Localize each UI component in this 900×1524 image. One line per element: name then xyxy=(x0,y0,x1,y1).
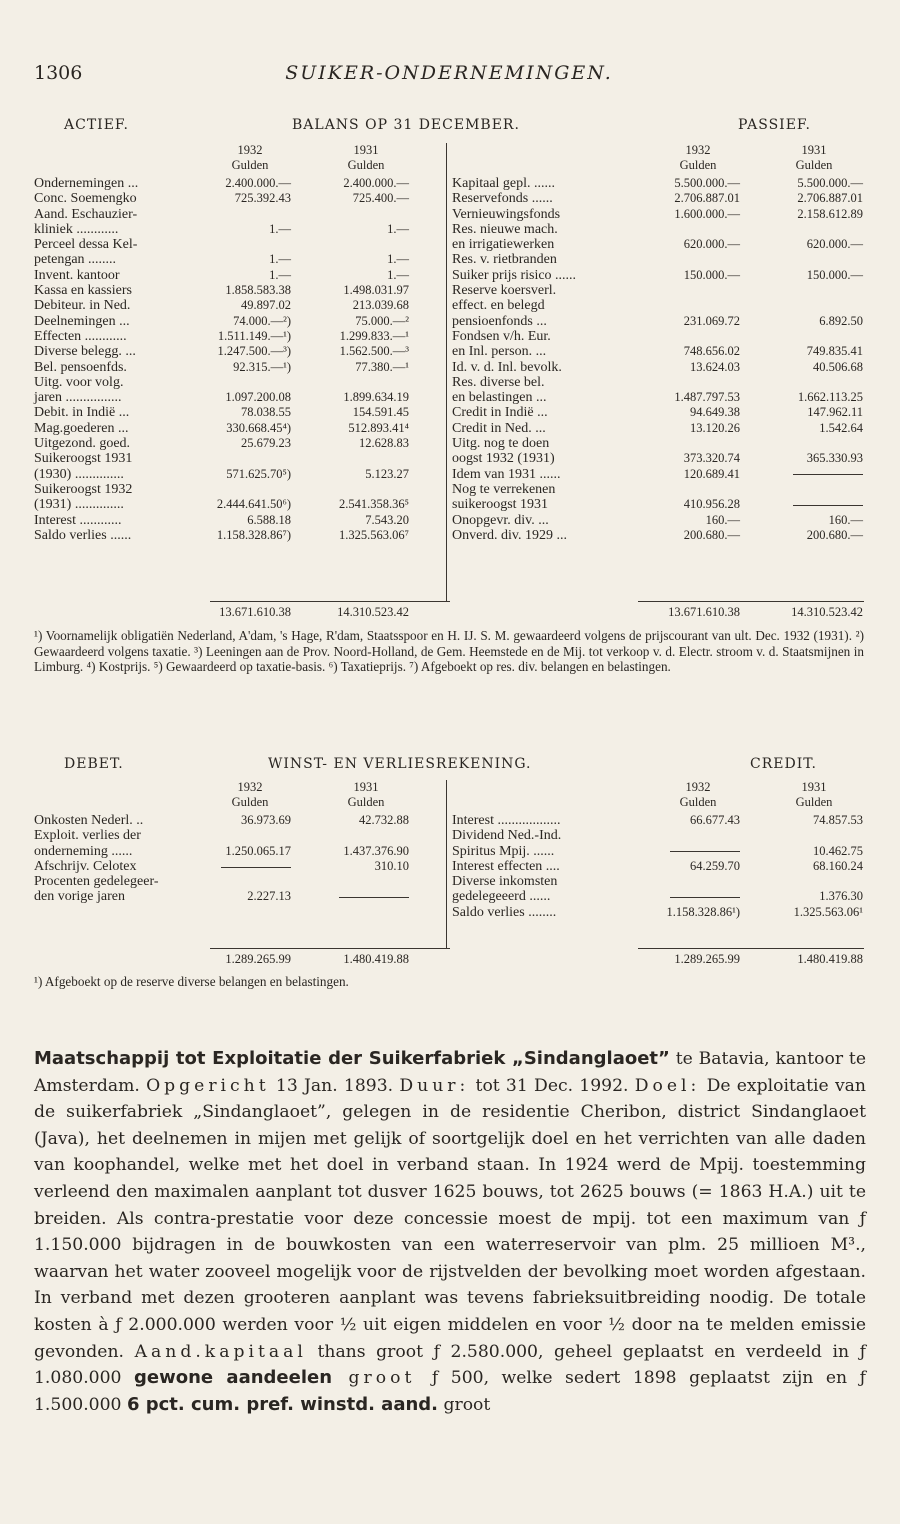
balance-title: BALANS OP 31 DECEMBER. xyxy=(292,117,520,133)
doel-value: De exploitatie van de suikerfabriek „Sindanglaoet”, gelegen in de residentie Cheribon, district Sindanglaoet (Java), het deelnemen in mijen met gelijk of soortgelijk doel en het verrichten van alle daden van koophandel, welke met het doel in verband staan. In 1924 werd de Mpij. toestemming verleend den maximalen aanplant tot dusver 1625 bouws, tot 2625 bouws (= 1863 H.A.) uit te breiden. Als contra-prestatie voor deze concessie moest de mpij. tot een maximum van ƒ 1.150.000 bijdragen in de bouwkosten van een waterreservoir van plm. 25 millioen M³., waarvan het water zooveel mogelijk voor de rijstvelden der bevolking moet worden afgestaan. In verband met dezen grooteren aanplant was tevens fabrieksuitbreiding noodig. De totale kosten à ƒ 2.000.000 werden voor ½ uit eigen middelen en voor ½ door na te melden emissie gevonden. xyxy=(34,1075,866,1362)
balance-unit: Gulden xyxy=(795,158,833,172)
credit-1932-values xyxy=(634,813,740,920)
credit-total-1931: 1.480.419.88 xyxy=(797,952,863,966)
opgericht-label: Opgericht xyxy=(146,1075,270,1096)
table-cell xyxy=(299,874,409,889)
table-cell: 2.706.887.01 xyxy=(797,191,863,206)
passief-1932-values xyxy=(634,176,740,543)
table-cell: 6.892.50 xyxy=(819,313,863,328)
balance-table xyxy=(34,143,864,623)
table-cell: 2.400.000.— xyxy=(225,176,291,190)
table-cell: 40.506.68 xyxy=(813,359,863,374)
dash-rule xyxy=(793,505,863,506)
table-cell: 1.600.000.— xyxy=(674,206,740,221)
table-cell: 92.315.—¹) xyxy=(233,359,291,374)
table-cell: 7.543.20 xyxy=(365,512,409,527)
table-cell xyxy=(184,874,291,889)
table-cell: 1.097.200.08 xyxy=(225,390,291,405)
balance-unit: Gulden xyxy=(231,158,269,172)
table-cell: Exploit. verlies der xyxy=(34,828,141,844)
table-cell: 1.— xyxy=(387,252,409,267)
balance-heading xyxy=(34,117,864,139)
debet-labels xyxy=(34,813,209,905)
table-cell: 68.160.24 xyxy=(813,858,863,873)
table-cell: 25.679.23 xyxy=(241,436,291,451)
pl-year-b-left: 1931 xyxy=(353,780,379,794)
table-cell: 2.400.000.— xyxy=(343,176,409,190)
table-cell: Kapitaal gepl. ...... xyxy=(452,176,556,191)
table-cell: 749.835.41 xyxy=(806,344,863,359)
pl-title: WINST- EN VERLIESREKENING. xyxy=(268,756,532,772)
table-cell: Nog te verrekenen xyxy=(452,481,556,497)
table-cell: 160.— xyxy=(828,512,863,527)
table-cell: 1.437.376.90 xyxy=(343,843,409,858)
table-cell: Conc. Soemengko xyxy=(34,191,137,207)
table-cell: 1.376.30 xyxy=(819,889,863,904)
table-cell xyxy=(299,451,409,466)
passief-total-1931: 14.310.523.42 xyxy=(791,605,863,619)
table-cell: Mag.goederen ... xyxy=(34,420,129,436)
pl-total-rule-left xyxy=(210,948,450,949)
table-cell: Credit in Ned. ... xyxy=(452,420,546,436)
actief-1931-values xyxy=(299,176,409,543)
dash-rule xyxy=(221,867,291,868)
table-cell: 2.706.887.01 xyxy=(674,191,740,206)
end-text: groot xyxy=(438,1394,491,1415)
table-cell xyxy=(299,889,409,904)
table-cell: Debiteur. in Ned. xyxy=(34,298,131,314)
table-cell: 1.299.833.—¹ xyxy=(339,328,409,343)
table-cell: 1.542.64 xyxy=(819,420,863,435)
table-cell: Aand. Eschauzier- xyxy=(34,206,138,222)
table-cell: en Inl. person. ... xyxy=(452,344,547,360)
table-cell: 1.— xyxy=(387,221,409,236)
table-cell: 1.511.149.—¹) xyxy=(217,328,291,343)
table-cell xyxy=(634,375,740,390)
table-cell: Suikeroogst 1931 xyxy=(34,451,133,467)
table-cell: 160.— xyxy=(705,512,740,527)
table-cell: 571.625.70⁵) xyxy=(226,466,291,481)
table-cell: 75.000.—² xyxy=(355,313,409,328)
table-cell: 120.689.41 xyxy=(683,466,740,481)
gewone-aandeelen-label: gewone aandeelen xyxy=(134,1367,333,1389)
table-cell: 36.973.69 xyxy=(241,813,291,827)
doel-label: Doel: xyxy=(634,1075,701,1096)
table-cell: 2.444.641.50⁶) xyxy=(216,497,291,512)
table-cell: den vorige jaren xyxy=(34,889,125,905)
table-cell xyxy=(746,329,863,344)
credit-labels xyxy=(452,813,637,920)
table-cell: Afschrijv. Celotex xyxy=(34,858,137,874)
table-cell: effect. en belegd xyxy=(452,298,545,314)
table-cell xyxy=(634,298,740,313)
table-cell: 13.624.03 xyxy=(690,359,740,374)
table-cell xyxy=(634,222,740,237)
table-cell: 6.588.18 xyxy=(247,512,291,527)
table-cell xyxy=(634,482,740,497)
table-cell: Saldo verlies ...... xyxy=(34,527,132,543)
table-cell: 213.039.68 xyxy=(352,298,409,313)
table-cell: 365.330.93 xyxy=(806,451,863,466)
debet-heading: DEBET. xyxy=(64,756,124,772)
table-cell: 5.500.000.— xyxy=(797,176,863,190)
table-cell: 74.857.53 xyxy=(813,813,863,827)
total-rule-left xyxy=(210,601,450,602)
table-cell xyxy=(746,375,863,390)
table-cell: kliniek ............ xyxy=(34,221,119,237)
table-cell xyxy=(184,375,291,390)
table-cell: 1.325.563.06⁷ xyxy=(339,527,409,542)
pl-year-b-right: 1931 xyxy=(801,780,827,794)
balance-unit: Gulden xyxy=(347,158,385,172)
table-cell: 13.120.26 xyxy=(690,420,740,435)
page-header xyxy=(34,62,864,92)
pl-unit: Gulden xyxy=(231,795,269,809)
table-cell: Effecten ............ xyxy=(34,328,127,344)
table-cell xyxy=(746,436,863,451)
table-cell xyxy=(634,329,740,344)
table-cell xyxy=(634,252,740,267)
table-cell xyxy=(299,828,409,843)
table-cell xyxy=(634,828,740,843)
table-cell: 78.038.55 xyxy=(241,405,291,420)
table-cell: Res. nieuwe mach. xyxy=(452,221,558,237)
table-cell: 1.247.500.—³) xyxy=(217,344,291,359)
dash-rule xyxy=(793,474,863,475)
actief-heading: ACTIEF. xyxy=(64,117,129,133)
table-cell: 147.962.11 xyxy=(807,405,863,420)
pl-year-a-left: 1932 xyxy=(237,780,263,794)
table-cell: gedelegeeerd ...... xyxy=(452,889,551,905)
duur-label: Duur: xyxy=(399,1075,470,1096)
table-cell: (1930) .............. xyxy=(34,466,124,482)
company-description xyxy=(34,1046,866,1418)
debet-1931-values xyxy=(299,813,409,905)
table-cell: Uitg. nog te doen xyxy=(452,436,550,452)
table-cell: Vernieuwingsfonds xyxy=(452,206,561,222)
table-cell: petengan ........ xyxy=(34,252,117,268)
table-cell: Perceel dessa Kel- xyxy=(34,237,138,253)
table-cell xyxy=(634,283,740,298)
table-cell xyxy=(184,451,291,466)
table-cell xyxy=(184,207,291,222)
table-cell xyxy=(299,375,409,390)
table-cell: 2.227.13 xyxy=(247,889,291,904)
table-cell xyxy=(634,874,740,889)
table-cell: 150.000.— xyxy=(683,267,740,282)
table-cell xyxy=(184,828,291,843)
table-cell: Fondsen v/h. Eur. xyxy=(452,328,551,344)
table-cell: 2.158.612.89 xyxy=(797,206,863,221)
table-cell: 42.732.88 xyxy=(359,813,409,827)
table-cell: 330.668.45⁴) xyxy=(226,420,291,435)
table-cell: 154.591.45 xyxy=(352,405,409,420)
table-cell: Interest effecten .... xyxy=(452,858,560,874)
table-cell: 725.400.— xyxy=(352,191,409,206)
groot-label: groot xyxy=(332,1368,432,1389)
table-cell: 2.541.358.36⁵ xyxy=(339,497,409,512)
table-cell: Res. diverse bel. xyxy=(452,374,545,390)
debet-total-1932: 1.289.265.99 xyxy=(225,952,291,966)
table-cell: 12.628.83 xyxy=(359,436,409,451)
table-cell: 49.897.02 xyxy=(241,298,291,313)
pl-heading xyxy=(34,756,864,778)
table-cell xyxy=(746,298,863,313)
pl-unit: Gulden xyxy=(347,795,385,809)
pl-table xyxy=(34,780,864,980)
table-cell: Procenten gedelegeer- xyxy=(34,874,159,890)
balance-year-a-left: 1932 xyxy=(237,143,263,157)
table-cell: 1.158.328.86¹) xyxy=(666,904,740,919)
table-cell: 1.487.797.53 xyxy=(674,390,740,405)
table-cell: 64.259.70 xyxy=(690,858,740,873)
table-cell: 1.662.113.25 xyxy=(797,390,863,405)
table-cell: Uitgezond. goed. xyxy=(34,436,131,452)
table-cell: 410.956.28 xyxy=(683,497,740,512)
table-cell: Onverd. div. 1929 ... xyxy=(452,527,567,543)
table-cell xyxy=(746,828,863,843)
table-cell: Deelnemingen ... xyxy=(34,313,130,329)
kapitaal-value: thans groot ƒ 2.580.000, geheel geplaatst en verdeeld in ƒ 1.080.000 xyxy=(34,1341,866,1389)
table-cell: Dividend Ned.-Ind. xyxy=(452,828,562,844)
table-cell: 1.498.031.97 xyxy=(343,283,409,298)
actief-total-1931: 14.310.523.42 xyxy=(337,605,409,619)
table-cell: Bel. pensoenfds. xyxy=(34,359,127,375)
table-cell: (1931) .............. xyxy=(34,497,124,513)
table-cell: 748.656.02 xyxy=(683,344,740,359)
table-cell: 77.380.—¹ xyxy=(355,359,409,374)
table-cell xyxy=(746,222,863,237)
opgericht-value: 13 Jan. 1893. xyxy=(269,1075,400,1096)
passief-total-1932: 13.671.610.38 xyxy=(668,605,740,619)
balance-divider xyxy=(446,143,447,601)
table-cell: 1.250.065.17 xyxy=(225,843,291,858)
table-cell: 10.462.75 xyxy=(813,843,863,858)
table-cell xyxy=(746,467,863,482)
table-cell: Idem van 1931 ...... xyxy=(452,466,561,482)
table-cell xyxy=(634,844,740,859)
table-cell: Reservefonds ...... xyxy=(452,191,553,207)
table-cell: Interest ............ xyxy=(34,512,122,528)
credit-heading: CREDIT. xyxy=(750,756,817,772)
actief-labels xyxy=(34,176,209,543)
actief-total-1932: 13.671.610.38 xyxy=(219,605,291,619)
table-cell xyxy=(746,482,863,497)
credit-total-1932: 1.289.265.99 xyxy=(674,952,740,966)
table-cell: Ondernemingen ... xyxy=(34,176,139,191)
duur-value: tot 31 Dec. 1992. xyxy=(469,1075,635,1096)
table-cell: Interest .................. xyxy=(452,813,561,828)
table-cell: suikeroogst 1931 xyxy=(452,497,549,513)
pl-unit: Gulden xyxy=(795,795,833,809)
table-cell: Diverse belegg. ... xyxy=(34,344,136,360)
table-cell: Spiritus Mpij. ...... xyxy=(452,843,555,859)
table-cell xyxy=(746,497,863,512)
table-cell: Reserve koersverl. xyxy=(452,283,557,299)
table-cell xyxy=(184,482,291,497)
kapitaal-label: Aand.kapitaal xyxy=(134,1341,307,1362)
pref-aandeelen-label: 6 pct. cum. pref. winstd. aand. xyxy=(126,1393,439,1415)
passief-1931-values xyxy=(746,176,863,543)
table-cell: en belastingen ... xyxy=(452,390,547,406)
table-cell: 620.000.— xyxy=(683,237,740,252)
table-cell: Res. v. rietbranden xyxy=(452,252,557,268)
table-cell: 1.— xyxy=(269,267,291,282)
table-cell: 200.680.— xyxy=(683,527,740,542)
table-cell xyxy=(746,874,863,889)
table-cell: 231.069.72 xyxy=(683,313,740,328)
table-cell: 512.893.41⁴ xyxy=(348,420,409,435)
table-cell xyxy=(299,237,409,252)
pl-year-a-right: 1932 xyxy=(685,780,711,794)
dash-rule xyxy=(339,897,409,898)
table-cell: 94.649.38 xyxy=(690,405,740,420)
table-cell: 1.858.583.38 xyxy=(225,283,291,298)
table-cell: 373.320.74 xyxy=(683,451,740,466)
table-cell xyxy=(299,207,409,222)
table-cell xyxy=(634,436,740,451)
table-cell: 1.— xyxy=(269,221,291,236)
table-cell: Invent. kantoor xyxy=(34,267,120,283)
table-cell: pensioenfonds ... xyxy=(452,313,547,329)
passief-heading: PASSIEF. xyxy=(738,117,811,133)
table-cell: 310.10 xyxy=(374,858,409,873)
table-cell: 1.— xyxy=(269,252,291,267)
balance-year-b-left: 1931 xyxy=(353,143,379,157)
page-title: SUIKER-ONDERNEMINGEN. xyxy=(285,62,613,84)
balance-year-a-right: 1932 xyxy=(685,143,711,157)
dash-rule xyxy=(670,897,740,898)
table-cell: 5.500.000.— xyxy=(674,176,740,190)
pl-unit: Gulden xyxy=(679,795,717,809)
table-cell xyxy=(184,859,291,874)
table-cell: 1.899.634.19 xyxy=(343,390,409,405)
table-cell: Suikeroogst 1932 xyxy=(34,481,133,497)
table-cell: 74.000.—²) xyxy=(233,313,291,328)
table-cell: 1.158.328.86⁷) xyxy=(216,527,291,542)
table-cell: oogst 1932 (1931) xyxy=(452,451,555,467)
groot-value: ƒ 500, welke sedert 1898 geplaatst zijn en ƒ 1.500.000 xyxy=(34,1368,866,1415)
table-cell xyxy=(184,237,291,252)
passief-labels xyxy=(452,176,637,543)
debet-1932-values xyxy=(184,813,291,905)
table-cell: Debit. in Indië ... xyxy=(34,405,130,421)
table-cell: Kassa en kassiers xyxy=(34,283,132,299)
company-name: Maatschappij tot Exploitatie der Suikerfabriek „Sindanglaoet” xyxy=(34,1048,670,1069)
table-cell: 1.562.500.—³ xyxy=(339,344,409,359)
table-cell xyxy=(746,283,863,298)
table-cell: 620.000.— xyxy=(806,237,863,252)
table-cell xyxy=(634,889,740,904)
pl-total-rule-right xyxy=(638,948,864,949)
table-cell: Id. v. d. Inl. bevolk. xyxy=(452,359,562,375)
table-cell: Onkosten Nederl. .. xyxy=(34,813,144,828)
table-cell: Onopgevr. div. ... xyxy=(452,512,549,528)
table-cell: 725.392.43 xyxy=(234,191,291,206)
dash-rule xyxy=(670,851,740,852)
total-rule-right xyxy=(638,601,864,602)
table-cell: Credit in Indië ... xyxy=(452,405,548,421)
table-cell: en irrigatiewerken xyxy=(452,237,555,253)
table-cell: 5.123.27 xyxy=(365,466,409,481)
debet-total-1931: 1.480.419.88 xyxy=(343,952,409,966)
credit-1931-values xyxy=(746,813,863,920)
table-cell: 66.677.43 xyxy=(690,813,740,827)
page-number: 1306 xyxy=(34,62,83,84)
company-location: te Batavia, kantoor te Amsterdam. xyxy=(34,1049,866,1096)
table-cell: Uitg. voor volg. xyxy=(34,374,124,390)
table-cell: 200.680.— xyxy=(806,527,863,542)
actief-1932-values xyxy=(184,176,291,543)
pl-divider xyxy=(446,780,447,948)
table-cell: 1.325.563.06¹ xyxy=(793,904,863,919)
table-cell: 150.000.— xyxy=(806,267,863,282)
table-cell: Diverse inkomsten xyxy=(452,874,558,890)
pl-footnote: ¹) Afgeboekt op de reserve diverse belangen en belastingen. xyxy=(34,974,349,989)
table-cell: 1.— xyxy=(387,267,409,282)
table-cell xyxy=(299,482,409,497)
table-cell xyxy=(746,252,863,267)
balance-footnotes: ¹) Voornamelijk obligatiën Nederland, A'dam, 's Hage, R'dam, Staatsspoor en H. IJ. S. M. gewaardeerd volgens de prijscourant van ult. Dec. 1932 (1931). ²) Gewaardeerd volgens taxatie. ³) Leeningen aan de Prov. Noord-Holland, de Gem. Heemstede en de Mij. tot verkoop v. d. Electr. stroom v. d. Staatsmijnen in Limburg. ⁴) Kostprijs. ⁵) Gewaardeerd op taxatie-basis. ⁶) Taxatieprijs. ⁷) Afgeboekt op res. div. belangen en belastingen. xyxy=(34,628,864,674)
balance-year-b-right: 1931 xyxy=(801,143,827,157)
table-cell: Saldo verlies ........ xyxy=(452,904,557,920)
table-cell: onderneming ...... xyxy=(34,843,133,859)
table-cell: jaren ................ xyxy=(34,390,122,406)
balance-unit: Gulden xyxy=(679,158,717,172)
table-cell: Suiker prijs risico ...... xyxy=(452,267,577,283)
